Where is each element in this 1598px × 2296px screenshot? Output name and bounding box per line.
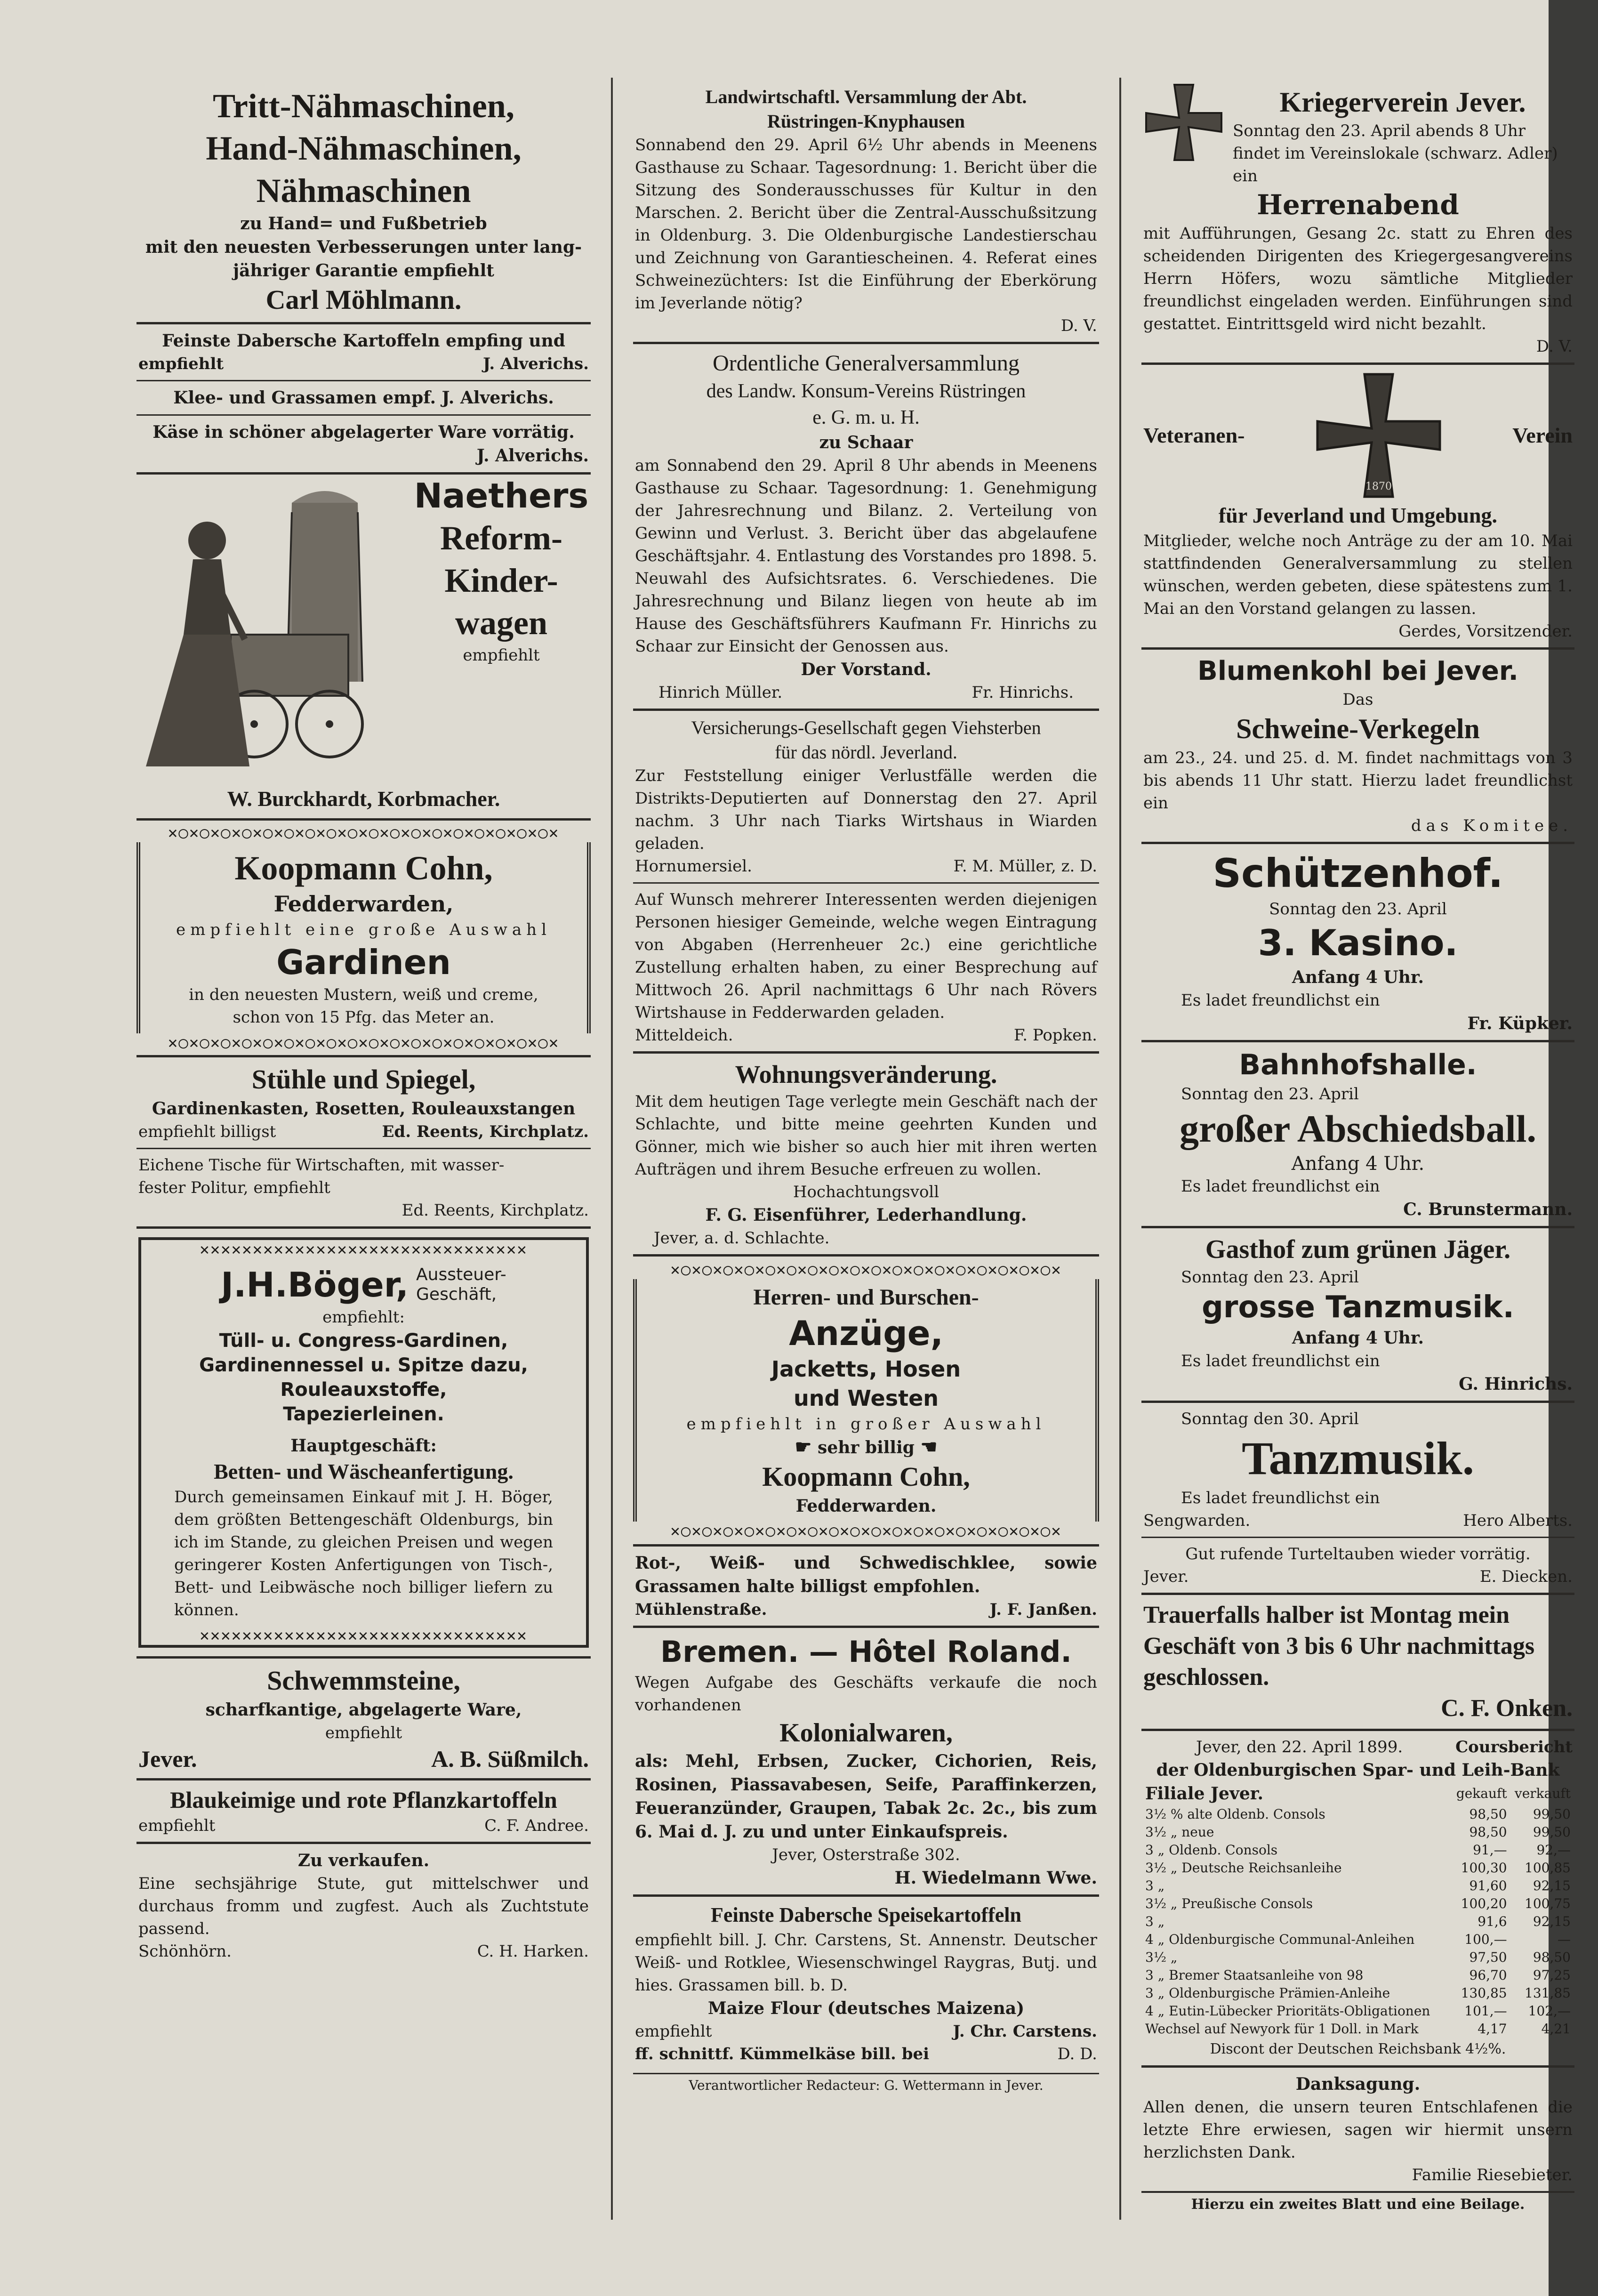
cross-year: 1870 <box>1365 481 1392 492</box>
text-line: Anfang 4 Uhr. <box>1291 1153 1425 1175</box>
table-row <box>1143 1805 1573 1823</box>
headline: Nähmaschinen <box>256 172 471 209</box>
ad-stute <box>137 1844 591 1967</box>
place: Sengwarden. <box>1143 1511 1251 1530</box>
headline: Anzüge, <box>789 1313 943 1353</box>
supplement-note: Hierzu ein zweites Blatt und eine Beilage. <box>1141 2191 1574 2216</box>
signature: F. Popken. <box>1013 1026 1097 1045</box>
paragraph: Eine sechsjährige Stute, gut mittelschwer und durchaus fromm und zugfest. Auch als Zuchtstute passend. <box>138 1874 589 1938</box>
text-line: empfiehlt <box>138 354 224 373</box>
paragraph: Allen denen, die unsern teuren Entschlafenen die letzte Ehre erwiesen, sagen wir hiermit unsern herzlichsten Dank. <box>1143 2098 1573 2162</box>
headline: Bremen. — Hôtel Roland. <box>660 1635 1072 1669</box>
rate-label: 3½ „ Preußische Consols <box>1145 1896 1313 1911</box>
text-line: Maize Flour (deutsches Maizena) <box>707 1998 1025 2018</box>
text-line: Es ladet freundlichst ein <box>1181 1352 1380 1370</box>
text-line: empfiehlt billigst <box>138 1122 276 1141</box>
headline: für Jeverland und Umgebung. <box>1218 503 1498 527</box>
signature: Ed. Reents, Kirchplatz. <box>402 1201 589 1220</box>
ad-turteltauben <box>1141 1538 1574 1595</box>
ad-gasthof-gruener-jaeger <box>1141 1228 1574 1403</box>
editor-line: Verantwortlicher Redacteur: G. Wettermann in Jever. <box>633 2073 1099 2097</box>
headline: Feinste Dabersche Speisekartoffeln <box>711 1903 1021 1926</box>
rate-value: 100,85 <box>1525 1860 1571 1876</box>
headline: und Westen <box>793 1386 939 1411</box>
rate-value: 96,70 <box>1469 1967 1507 1983</box>
rate-value: 98,50 <box>1533 1950 1571 1965</box>
text-line: empfiehlt <box>325 1724 402 1742</box>
signature: Fr. Hinrichs. <box>972 683 1074 702</box>
text-line: Rouleauxstoffe, <box>280 1379 447 1401</box>
headline: Bahnhofshalle. <box>1239 1048 1477 1081</box>
headline: Versicherungs-Gesellschaft gegen Viehsterben <box>691 717 1041 738</box>
text-line: empfiehlt <box>463 646 540 665</box>
headline: wagen <box>455 604 547 642</box>
iron-cross-icon <box>1313 370 1445 501</box>
headline: großer Abschiedsball. <box>1180 1107 1536 1150</box>
text-line: Tapezierleinen. <box>283 1403 444 1425</box>
signature: A. B. Süßmilch. <box>431 1746 589 1772</box>
headline: Verein <box>1512 423 1573 447</box>
ad-koopmann-anzuege <box>633 1257 1099 1547</box>
paragraph: Auf Wunsch mehrerer Interessenten werden diejenigen Personen hiesiger Gemeinde, welche wegen Eintragung von Abgaben (Herrenheuer 2c.) eine gerichtliche Zustellung erhalten haben, zu einer Besprechung auf Mittwoch 26. April nachmittags 6 Uhr nach Rövers Wirtshause in Fedderwarden geladen. <box>635 890 1097 1022</box>
rate-value: 98,50 <box>1469 1824 1507 1840</box>
headline: der Oldenburgischen Spar- und Leih-Bank <box>1156 1760 1560 1780</box>
text-line: Gut rufende Turteltauben wieder vorrätig. <box>1185 1545 1531 1563</box>
place: Fedderwarden, <box>273 891 454 917</box>
column-left <box>137 80 591 1967</box>
headline: Hand-Nähmaschinen, <box>206 129 522 167</box>
pram-woman-illustration <box>137 484 400 771</box>
paragraph: Wegen Aufgabe des Geschäfts verkaufe die noch vorhandenen <box>635 1673 1097 1715</box>
text-line: Sonntag den 23. April <box>1181 1085 1359 1104</box>
headline: Blumenkohl bei Jever. <box>1197 656 1518 686</box>
rate-value: 100,20 <box>1461 1896 1507 1911</box>
signature: E. Diecken. <box>1479 1567 1573 1586</box>
ad-wohnungsveraenderung <box>633 1054 1099 1257</box>
col-header: gekauft <box>1456 1786 1507 1801</box>
rate-label: 3 „ <box>1145 1878 1165 1893</box>
text-line: fester Politur, empfiehlt <box>138 1178 330 1197</box>
headline: Tanzmusik. <box>1242 1432 1474 1484</box>
text-line: zu Schaar <box>819 433 913 452</box>
col-header: verkauft <box>1514 1786 1571 1801</box>
headline: Jacketts, Hosen <box>771 1356 961 1382</box>
signature: D. D. <box>1057 2045 1097 2063</box>
signature: G. Hinrichs. <box>1459 1374 1573 1394</box>
rate-value: 91,6 <box>1478 1914 1507 1929</box>
column-right <box>1141 80 1574 2216</box>
ad-landw-versammlung <box>633 80 1099 344</box>
paragraph: empfiehlt bill. J. Chr. Carstens, St. Annenstr. Deutscher Weiß- und Rotklee, Wiesenschwingel Raygras, Butj. und hies. Grassamen bill. b. D. <box>635 1931 1097 1995</box>
table-row <box>1143 1859 1573 1877</box>
rate-value: 97,25 <box>1533 1967 1571 1983</box>
text-line: Es ladet freundlichst ein <box>1181 1489 1380 1507</box>
advertiser-name: Koopmann Cohn, <box>762 1461 970 1492</box>
column-middle <box>633 80 1099 2097</box>
ornament-border: ✕○✕○✕○✕○✕○✕○✕○✕○✕○✕○✕○✕○✕○✕○✕○✕○✕○✕○✕ <box>670 1260 1062 1279</box>
headline: Blaukeimige und rote Pflanzkartoffeln <box>170 1787 557 1813</box>
text-line: Sonntag den 23. April abends 8 Uhr findet im Vereinslokale (schwarz. Adler) ein <box>1233 121 1558 185</box>
ad-generalversammlung <box>633 344 1099 711</box>
table-row <box>1143 1877 1573 1895</box>
headline: Kinder- <box>444 562 558 599</box>
signature: Hero Alberts. <box>1463 1511 1573 1530</box>
headline: Gasthof zum grünen Jäger. <box>1205 1235 1511 1264</box>
paragraph: Rot-, Weiß- und Schwedischklee, sowie Grassamen halte billigst empfohlen. <box>635 1553 1097 1596</box>
ad-trauerfall <box>1141 1595 1574 1731</box>
ad-tische <box>137 1149 591 1229</box>
signature: C. F. Andree. <box>484 1816 589 1835</box>
ornament-border: ✕○✕○✕○✕○✕○✕○✕○✕○✕○✕○✕○✕○✕○✕○✕○✕○✕○✕○✕ <box>168 1033 560 1052</box>
ad-kleesamen <box>137 381 591 416</box>
rate-label: Wechsel auf Newyork für 1 Doll. in Mark <box>1145 2021 1419 2037</box>
ornament-border: ✕✕✕✕✕✕✕✕✕✕✕✕✕✕✕✕✕✕✕✕✕✕✕✕✕✕✕✕✕✕✕ <box>200 1626 528 1645</box>
rate-value: 4,17 <box>1478 2021 1507 2037</box>
signature: Gerdes, Vorsitzender. <box>1398 622 1573 641</box>
ad-pflanzkartoffeln <box>137 1780 591 1844</box>
signature: C. Brunstermann. <box>1403 1200 1573 1219</box>
ad-koopmann-gardinen <box>137 821 591 1057</box>
text-line: schon von 15 Pfg. das Meter an. <box>233 1008 495 1027</box>
place: Jever. <box>1143 1567 1189 1586</box>
paragraph: Zur Feststellung einiger Verlustfälle werden die Distrikts-Deputierten auf Donnerstag den 27. April nachm. 3 Uhr nach Tiarks Wirtshaus in Wiarden geladen. <box>635 766 1097 853</box>
table-row <box>1143 1949 1573 1966</box>
place: Jever, a. d. Schlachte. <box>654 1229 830 1248</box>
text-line: jähriger Garantie empfiehlt <box>233 261 494 281</box>
headline: Filiale Jever. <box>1145 1784 1263 1804</box>
rate-value: 92,— <box>1536 1842 1571 1858</box>
signature: Ed. Reents, Kirchplatz. <box>382 1122 589 1141</box>
signature: F. M. Müller, z. D. <box>953 857 1097 876</box>
rate-label: 4 „ Eutin-Lübecker Prioritäts-Obligationen <box>1145 2003 1430 2019</box>
headline: des Landw. Konsum-Vereins Rüstringen <box>706 380 1026 402</box>
text-line: Jever, Osterstraße 302. <box>772 1845 960 1864</box>
signature: Familie Riesebieter. <box>1412 2166 1573 2184</box>
ad-kaese <box>137 416 591 475</box>
ad-schuetzenhof <box>1141 844 1574 1042</box>
signature: D. V. <box>1060 316 1097 335</box>
headline: Kolonialwaren, <box>779 1718 953 1748</box>
ad-stuehle <box>137 1057 591 1149</box>
rate-label: 3 „ Oldenburgische Prämien-Anleihe <box>1145 1985 1390 2001</box>
text-line: Aussteuer- <box>416 1265 506 1284</box>
text-line: in den neuesten Mustern, weiß und creme, <box>189 985 538 1004</box>
text-line: Klee- und Grassamen empf. J. Alverichs. <box>173 388 554 408</box>
signature: Hinrich Müller. <box>658 683 783 702</box>
headline: Rüstringen-Knyphausen <box>767 111 965 132</box>
table-row <box>1143 2002 1573 2020</box>
signature: Der Vorstand. <box>801 660 931 679</box>
rate-label: 3½ „ neue <box>1145 1824 1214 1840</box>
paragraph: Trauerfalls halber ist Montag mein Geschäft von 3 bis 6 Uhr nachmittags geschlossen. <box>1143 1602 1535 1691</box>
rate-value: 92,15 <box>1533 1914 1571 1929</box>
headline: Stühle und Spiegel, <box>251 1064 476 1095</box>
headline: Reform- <box>440 519 562 557</box>
rate-value: — <box>1558 1932 1571 1947</box>
rate-value: 92,15 <box>1533 1878 1571 1893</box>
text-line: Discont der Deutschen Reichsbank 4½%. <box>1210 2041 1506 2057</box>
text-line: Eichene Tische für Wirtschaften, mit wasser- <box>138 1156 505 1175</box>
rate-value: 100,75 <box>1525 1896 1571 1911</box>
headline: für das nördl. Jeverland. <box>775 741 957 763</box>
rate-label: 3 „ <box>1145 1914 1165 1929</box>
text-line: Geschäft, <box>416 1285 497 1304</box>
text-line: zu Hand= und Fußbetrieb <box>240 214 487 234</box>
advertiser-name: Carl Möhlmann. <box>265 284 462 315</box>
headline: Landwirtschaftl. Versammlung der Abt. <box>705 86 1027 107</box>
rate-label: 3½ „ Deutsche Reichsanleihe <box>1145 1860 1342 1876</box>
ad-naehmaschinen <box>137 80 591 324</box>
rate-value: 102,— <box>1528 2003 1571 2019</box>
headline: Tritt-Nähmaschinen, <box>213 87 514 125</box>
ornament-border: ✕✕✕✕✕✕✕✕✕✕✕✕✕✕✕✕✕✕✕✕✕✕✕✕✕✕✕✕✕✕✕ <box>200 1240 528 1259</box>
ad-schweine-verkegeln <box>1141 650 1574 844</box>
table-row <box>1143 1984 1573 2002</box>
headline: Kriegerverein Jever. <box>1279 87 1526 118</box>
signature: C. F. Onken. <box>1441 1695 1573 1722</box>
paragraph: Mitglieder, welche noch Anträge zu der am 10. Mai stattfindenden Generalversammlung zu stellen wünschen, werden gebeten, diese spätestens zum 1. Mai an den Vorstand gelangen zu lassen. <box>1143 532 1573 618</box>
place: Mitteldeich. <box>635 1026 733 1045</box>
signature: J. Chr. Carstens. <box>953 2022 1097 2041</box>
place: Hornumersiel. <box>635 857 752 876</box>
table-row <box>1143 1931 1573 1949</box>
paragraph: Sonnabend den 29. April 6½ Uhr abends in Meenens Gasthause zu Schaar. Tagesordnung: 1. Bericht über die Sitzung des Sonderausschusses für Kultur in den Marschen. 2. Bericht über die Zentral-Ausschußsitzung in Oldenburg. 3. Die Oldenburgische Landestierschau und Zeichnung von Garantiescheinen. 4. Referat eines Schweinezüchters: Ist die Einführung der Eberkörung im Jeverlande nötig? <box>635 136 1097 313</box>
iron-cross-icon <box>1141 80 1226 165</box>
headline: Schützenhof. <box>1213 850 1503 896</box>
rate-value: 99,50 <box>1533 1806 1571 1822</box>
text-line: scharfkantige, abgelagerte Ware, <box>205 1700 522 1720</box>
signature: J. F. Janßen. <box>989 1600 1097 1619</box>
rate-value: 101,— <box>1464 2003 1507 2019</box>
ad-schwemmsteine <box>137 1659 591 1780</box>
text-line: Gardinenkasten, Rosetten, Rouleauxstangen <box>152 1099 576 1119</box>
text-line: empfiehlt <box>138 1816 216 1835</box>
rate-label: 4 „ Oldenburgische Communal-Anleihen <box>1145 1932 1415 1947</box>
table-row <box>1143 1841 1573 1859</box>
signature: W. Burckhardt, Korbmacher. <box>227 787 500 811</box>
headline: 3. Kasino. <box>1258 922 1458 964</box>
headline: Coursbericht <box>1455 1738 1573 1756</box>
text-line: Es ladet freundlichst ein <box>1181 991 1380 1010</box>
text-line: empfiehlt in großer Auswahl <box>686 1415 1046 1434</box>
paragraph: mit Aufführungen, Gesang 2c. statt zu Ehren des scheidenden Dirigenten des Kriegergesangvereins Herrn Höfers, wozu sämtliche Mitglieder freundlichst eingeladen werden. Einführungen sind gestattet. Eintrittsgeld wird nicht bezahlt. <box>1143 224 1573 333</box>
advertiser-name: Koopmann Cohn, <box>234 849 493 887</box>
paragraph: Durch gemeinsamen Einkauf mit J. H. Böger, dem größten Bettengeschäft Oldenburgs, bin ich im Stande, zu gleichen Preisen und wegen geringerer Kosten Anfertigungen von Tisch-, Bett- und Leibwäsche noch billiger liefern zu können. <box>174 1488 553 1619</box>
ad-tanzmusik <box>1141 1403 1574 1538</box>
ad-danksagung <box>1141 2068 1574 2191</box>
text-line: sehr billig <box>818 1438 915 1458</box>
text-line: Hauptgeschäft: <box>290 1436 437 1456</box>
rate-value: 97,50 <box>1469 1950 1507 1965</box>
paragraph: als: Mehl, Erbsen, Zucker, Cichorien, Reis, Rosinen, Piassavabesen, Seife, Paraffinkerzen, Feueranzünder, Graupen, Tabak 2c. 2c., bis zum 6. Mai d. J. zu und unter Einkaufspreis. <box>635 1751 1097 1842</box>
rate-label: 3 „ Oldenb. Consols <box>1145 1842 1278 1858</box>
ad-bahnhofshalle <box>1141 1042 1574 1228</box>
rate-value: 98,50 <box>1469 1806 1507 1822</box>
place: Jever. <box>138 1746 197 1772</box>
text-line: Sonntag den 30. April <box>1181 1410 1359 1428</box>
text-line: Feinste Dabersche Kartoffeln empfing und <box>162 331 565 351</box>
text-line: Sonntag den 23. April <box>1181 1268 1359 1287</box>
signature: C. H. Harken. <box>477 1942 589 1961</box>
paragraph: am 23., 24. und 25. d. M. findet nachmittags von 3 bis abends 11 Uhr statt. Hierzu ladet freundlichst ein <box>1143 749 1573 813</box>
column-rule <box>611 78 613 2220</box>
signature: J. Alverichs. <box>482 354 589 373</box>
ad-coursbericht <box>1141 1731 1574 2068</box>
ornament-border: ✕○✕○✕○✕○✕○✕○✕○✕○✕○✕○✕○✕○✕○✕○✕○✕○✕○✕○✕ <box>670 1522 1062 1540</box>
text-line: empfiehlt <box>635 2022 712 2041</box>
ad-kriegerverein <box>1141 80 1574 365</box>
paragraph: am Sonnabend den 29. April 8 Uhr abends in Meenens Gasthause zu Schaar. Tagesordnung: 1. Genehmigung der Jahresrechnung und Bilanz. 2. Verteilung von Gewinn und Verlust. 3. Bericht über das abgelaufene Geschäftsjahr. 4. Entlastung des Vorstandes pro 1898. 5. Neuwahl des Aufsichtsrates. 6. Verschiedenes. Die Jahresrechnung und Bilanz liegen von heute ab im Hause des Geschäftsführers Kaufmann Fr. Hinrichs zu Schaar zur Einsicht der Genossen aus. <box>635 456 1097 656</box>
headline: Schwemmsteine, <box>267 1665 460 1696</box>
text-line: ff. schnittf. Kümmelkäse bill. bei <box>635 2045 930 2063</box>
column-rule <box>1119 78 1121 2220</box>
rate-value: 99,50 <box>1533 1824 1571 1840</box>
signature: D. V. <box>1536 337 1573 356</box>
rate-label: 3½ % alte Oldenb. Consols <box>1145 1806 1325 1822</box>
signature: Fr. Küpker. <box>1467 1014 1573 1033</box>
ad-hotel-roland <box>633 1628 1099 1897</box>
rates-table <box>1143 1782 1573 2038</box>
signature: H. Wiedelmann Wwe. <box>894 1868 1097 1888</box>
table-row <box>1143 1966 1573 1984</box>
rate-value: 91,— <box>1473 1842 1507 1858</box>
text-line: empfiehlt eine große Auswahl <box>176 920 551 939</box>
text-line: Es ladet freundlichst ein <box>1181 1177 1380 1196</box>
text-line: Hochachtungsvoll <box>793 1183 940 1201</box>
paragraph: Mit dem heutigen Tage verlegte mein Geschäft nach der Schlachte, und bitte meine geehrten Kunden und Gönner, mich wie bisher so auch hier mit ihren werten Aufträgen und ihrem Besuche erfreuen zu wollen. <box>635 1092 1097 1179</box>
advertiser-name: J.H.Böger, <box>221 1265 409 1305</box>
text-line: Sonntag den 23. April <box>1269 900 1447 918</box>
headline: Betten- und Wäscheanfertigung. <box>214 1459 514 1483</box>
signature: F. G. Eisenführer, Lederhandlung. <box>705 1205 1027 1225</box>
text-line: Anfang 4 Uhr. <box>1292 1328 1424 1348</box>
ad-kartoffeln <box>137 324 591 381</box>
headline: Zu verkaufen. <box>297 1851 430 1870</box>
ad-viehversicherung <box>633 711 1099 884</box>
rate-value: 91,60 <box>1469 1878 1507 1893</box>
headline: Wohnungsveränderung. <box>735 1060 997 1088</box>
headline: Danksagung. <box>1295 2074 1421 2094</box>
text-line: Gardinennessel u. Spitze dazu, <box>199 1354 528 1376</box>
text-line: Tüll- u. Congress-Gardinen, <box>219 1330 508 1352</box>
text-line: Jever, den 22. April 1899. <box>1196 1738 1403 1756</box>
rate-value: 100,30 <box>1461 1860 1507 1876</box>
ad-abgaben <box>633 884 1099 1054</box>
signature: das Komitee. <box>1411 816 1573 835</box>
place: Schönhörn. <box>138 1942 232 1961</box>
rate-value: 4,21 <box>1541 2021 1571 2037</box>
headline: Ordentliche Generalversammlung <box>713 351 1020 376</box>
pointing-hand-icon: ☛ <box>795 1436 812 1458</box>
ornament-border: ✕○✕○✕○✕○✕○✕○✕○✕○✕○✕○✕○✕○✕○✕○✕○✕○✕○✕○✕ <box>168 823 560 842</box>
table-row <box>1143 1895 1573 1913</box>
rate-value: 100,— <box>1464 1932 1507 1947</box>
signature: J. Alverichs. <box>476 446 589 466</box>
headline: Herren- und Burschen- <box>753 1285 979 1310</box>
text-line: Das <box>1342 690 1373 709</box>
rate-value: 131,85 <box>1525 1985 1571 2001</box>
headline: e. G. m. u. H. <box>812 407 920 428</box>
headline: grosse Tanzmusik. <box>1202 1290 1514 1325</box>
text-line: empfiehlt: <box>322 1308 405 1327</box>
table-row <box>1143 1913 1573 1931</box>
ad-boeger <box>137 1229 591 1659</box>
headline: Gardinen <box>276 943 451 982</box>
text-line: Anfang 4 Uhr. <box>1292 967 1424 987</box>
headline: Veteranen- <box>1143 423 1245 447</box>
headline: Herrenabend <box>1257 189 1459 221</box>
rate-label: 3 „ Bremer Staatsanleihe von 98 <box>1145 1967 1364 1983</box>
text-line: Käse in schöner abgelagerter Ware vorrätig. <box>153 422 575 442</box>
text-line: mit den neuesten Verbesserungen unter lang- <box>145 237 582 257</box>
place: Mühlenstraße. <box>635 1600 767 1619</box>
ad-speisekartoffeln <box>633 1897 1099 2070</box>
rate-label: 3½ „ <box>1145 1950 1178 1965</box>
table-row <box>1143 1823 1573 1841</box>
table-row <box>1143 2020 1573 2038</box>
headline: Naethers <box>414 476 589 516</box>
pointing-hand-icon: ☚ <box>920 1436 938 1458</box>
rate-value: 130,85 <box>1461 1985 1507 2001</box>
ad-kinderwagen <box>137 475 591 821</box>
ad-veteranenverein <box>1141 365 1574 650</box>
place: Fedderwarden. <box>795 1496 937 1516</box>
ad-rotklee <box>633 1547 1099 1628</box>
headline: Schweine-Verkegeln <box>1236 713 1480 744</box>
